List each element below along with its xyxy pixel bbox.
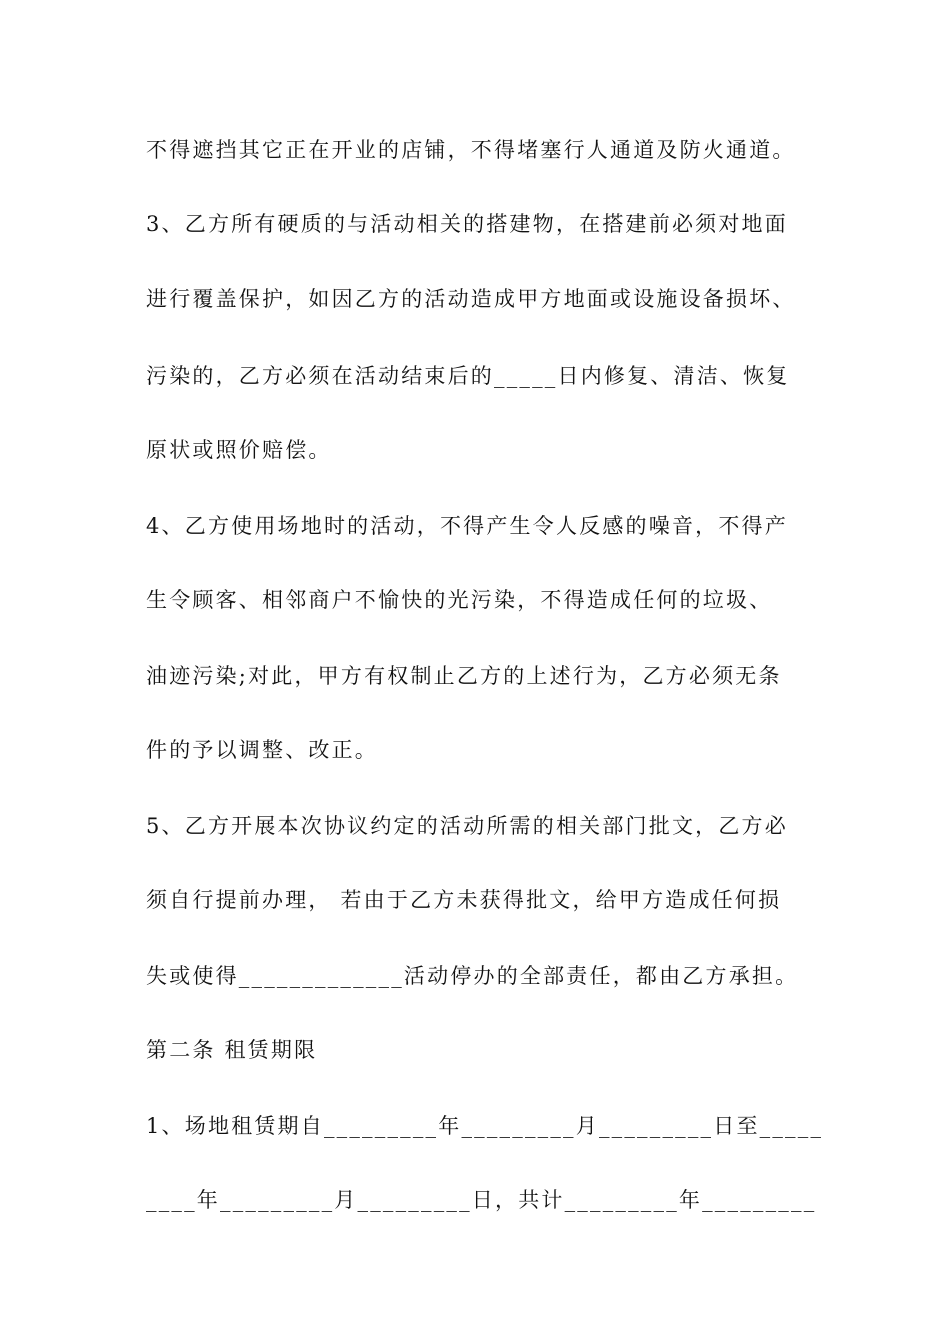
paragraph-line: 原状或照价赔偿。: [146, 438, 332, 462]
paragraph-line: 生令顾客、相邻商户不愉快的光污染，不得造成任何的垃圾、: [146, 588, 773, 612]
paragraph-line: 油迹污染;对此，甲方有权制止乙方的上述行为，乙方必须无条: [146, 664, 782, 688]
paragraph-line: 5、乙方开展本次协议约定的活动所需的相关部门批文，乙方必: [146, 814, 788, 838]
paragraph-line: 污染的，乙方必须在活动结束后的_____日内修复、清洁、恢复: [146, 364, 790, 388]
paragraph-line: 进行覆盖保护，如因乙方的活动造成甲方地面或设施设备损坏、: [146, 287, 796, 311]
paragraph-line: 不得遮挡其它正在开业的店铺，不得堵塞行人通道及防火通道。: [146, 138, 796, 162]
paragraph-line: ____年_________月_________日，共计_________年_________: [146, 1188, 817, 1212]
paragraph-line: 失或使得_____________活动停办的全部责任，都由乙方承担。: [146, 964, 799, 988]
paragraph-line: 4、乙方使用场地时的活动，不得产生令人反感的噪音，不得产: [146, 514, 788, 538]
paragraph-line: 件的予以调整、改正。: [146, 738, 378, 762]
paragraph-line: 须自行提前办理， 若由于乙方未获得批文，给甲方造成任何损: [146, 888, 782, 912]
paragraph-line: 3、乙方所有硬质的与活动相关的搭建物，在搭建前必须对地面: [146, 212, 788, 236]
section-heading: 第二条 租赁期限: [146, 1038, 318, 1062]
paragraph-line: 1、场地租赁期自_________年_________月_________日至_____: [146, 1114, 824, 1138]
